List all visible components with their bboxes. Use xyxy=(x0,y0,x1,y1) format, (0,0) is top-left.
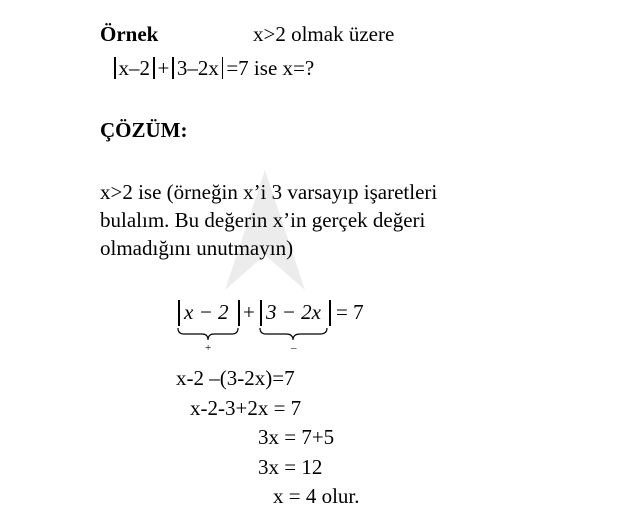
abs-bar xyxy=(329,300,331,326)
abs-bar xyxy=(114,57,116,79)
problem-plus: + xyxy=(157,56,170,80)
step-4: 3x = 12 xyxy=(258,455,323,479)
abs-bar xyxy=(222,57,224,79)
sign-negative: – xyxy=(291,342,297,354)
step-3: 3x = 7+5 xyxy=(258,425,335,449)
explanation-line-3: olmadığını unutmayın) xyxy=(100,236,294,260)
step-5: x = 4 olur. xyxy=(273,484,360,508)
abs-bar xyxy=(238,300,240,326)
problem-abs1: x–2 xyxy=(118,56,150,80)
problem-abs2: 3–2x xyxy=(176,56,219,80)
equation-rhs: = 7 xyxy=(336,300,364,324)
step-2: x-2-3+2x = 7 xyxy=(190,396,302,420)
abs-bar xyxy=(178,300,180,326)
example-label: Örnek xyxy=(100,22,159,46)
abs-bar xyxy=(153,57,155,79)
abs-bar xyxy=(260,300,262,326)
solution-title: ÇÖZÜM: xyxy=(100,118,188,142)
problem-rhs: =7 ise x=? xyxy=(226,56,315,80)
sign-positive: + xyxy=(205,342,212,354)
step-1: x-2 –(3-2x)=7 xyxy=(176,366,295,390)
abs-bar xyxy=(172,57,174,79)
equation-plus: + xyxy=(243,300,255,324)
explanation-line-1: x>2 ise (örneğin x’i 3 varsayıp işaretleri xyxy=(100,180,438,204)
explanation-line-2: bulalım. Bu değerin x’in gerçek değeri xyxy=(100,208,426,232)
equation-abs2: 3 − 2x xyxy=(266,300,321,324)
example-condition: x>2 olmak üzere xyxy=(253,22,395,46)
equation-abs1: x − 2 xyxy=(184,300,229,324)
underbraces xyxy=(170,326,350,346)
problem-statement xyxy=(111,56,314,80)
